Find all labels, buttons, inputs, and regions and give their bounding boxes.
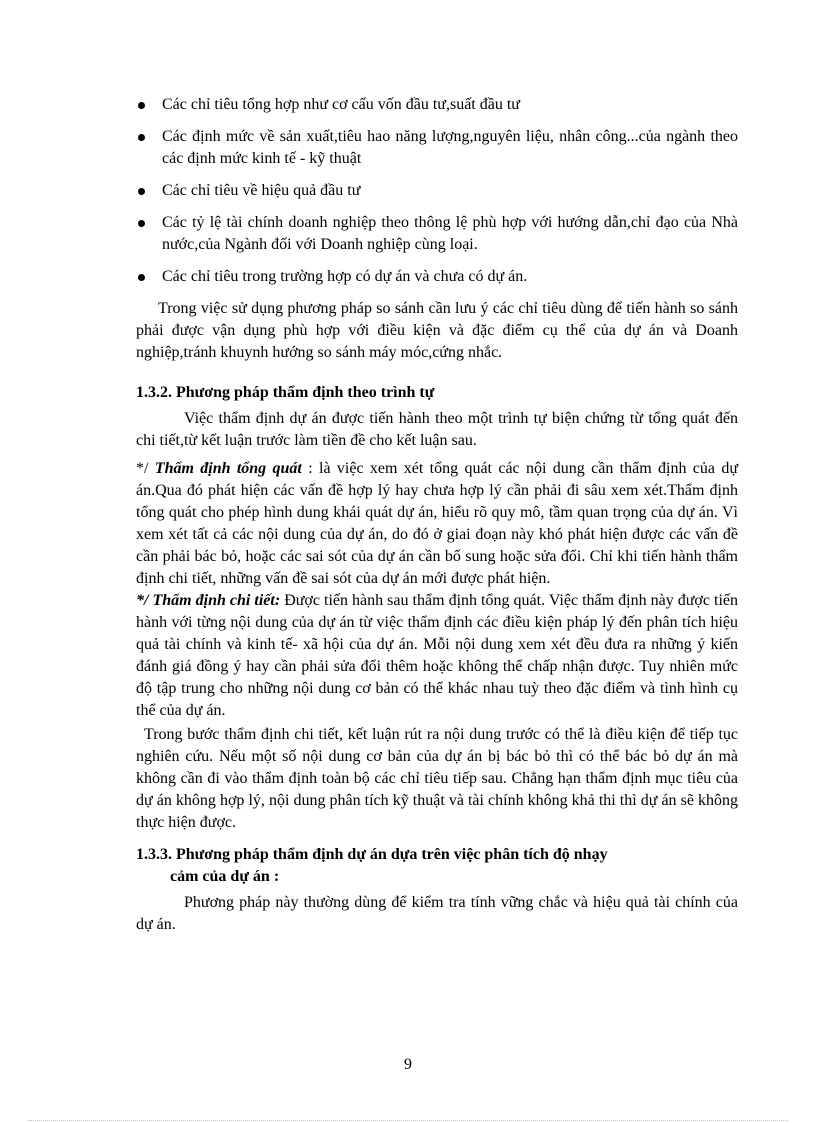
- list-item-text: Các chỉ tiêu tổng hợp như cơ cấu vốn đầu tư,suất đầu tư: [162, 96, 520, 113]
- detailed-appraisal-paragraph: [136, 590, 738, 722]
- list-item-text: Các định mức về sản xuất,tiêu hao năng lượng,nguyên liệu, nhân công...của ngành theo các định mức kinh tế - kỹ thuật: [162, 128, 738, 167]
- comparison-note-paragraph: Trong việc sử dụng phương pháp so sánh cần lưu ý các chỉ tiêu dùng để tiến hành so sánh phải được vận dụng phù hợp với điều kiện và đặc điểm cụ thể của dự án và Doanh nghiệp,tránh khuynh hướng so sánh máy móc,cứng nhắc.: [136, 300, 738, 361]
- general-appraisal-prefix: */: [136, 460, 155, 477]
- section-heading-1-3-2: 1.3.2. Phương pháp thẩm định theo trình tự: [136, 384, 435, 401]
- list-item: [136, 266, 738, 288]
- general-appraisal-label: Thẩm định tổng quát: [154, 460, 302, 477]
- indicator-list: [136, 94, 738, 288]
- detailed-step-paragraph: Trong bước thẩm định chi tiết, kết luận rút ra nội dung trước có thể là điều kiện để tiếp tục nghiên cứu. Nếu một số nội dung cơ bản của dự án bị bác bỏ thì có thể bác bỏ dự án mà không cần đi vào thẩm định toàn bộ các chỉ tiêu tiếp sau. Chẳng hạn thẩm định mục tiêu của dự án không hợp lý, nội dung phân tích kỹ thuật và tài chính không khả thi thì dự án sẽ không thực hiện được.: [136, 726, 738, 831]
- page-number: 9: [404, 1056, 412, 1073]
- sensitivity-intro-paragraph: Phương pháp này thường dùng để kiểm tra tính vững chắc và hiệu quả tài chính của dự án.: [136, 894, 738, 933]
- section-heading-1-3-3-line1: 1.3.3. Phương pháp thẩm định dự án dựa trên việc phân tích độ nhạy: [136, 846, 608, 863]
- list-item-text: Các chỉ tiêu về hiệu quả đầu tư: [162, 182, 361, 199]
- bullet-icon: [138, 188, 145, 195]
- bullet-icon: [138, 220, 145, 227]
- general-appraisal-text: : là việc xem xét tổng quát các nội dung cần thẩm định của dự án.Qua đó phát hiện các vấn đề hợp lý hay chưa hợp lý cần phải đi sâu xem xét.Thẩm định tổng quát cho phép hình dung khái quát dự án, hiểu rõ quy mô, tầm quan trọng của dự án. Vì xem xét tất cả các nội dung của dự án, do đó ở giai đoạn này khó phát hiện được các vấn đề cần phải bác bỏ, hoặc các sai sót của dự án cần bổ sung hoặc sửa đổi. Chỉ khi tiến hành thẩm định chi tiết, những vấn đề sai sót của dự án mới được phát hiện.: [136, 460, 738, 587]
- bullet-icon: [138, 134, 145, 141]
- list-item: [136, 180, 738, 202]
- detailed-appraisal-label: */ Thẩm định chi tiết:: [136, 592, 281, 609]
- sequence-intro-paragraph: Việc thẩm định dự án được tiến hành theo một trình tự biện chứng từ tổng quát đến chi tiết,từ kết luận trước làm tiền đề cho kết luận sau.: [136, 410, 738, 449]
- section-heading-1-3-3: [136, 844, 738, 888]
- list-item-text: Các chỉ tiêu trong trường hợp có dự án và chưa có dự án.: [162, 268, 528, 285]
- list-item: [136, 126, 738, 170]
- detailed-appraisal-text: Được tiến hành sau thẩm định tổng quát. Việc thẩm định này được tiến hành với từng nội dung của dự án từ việc thẩm định các điều kiện pháp lý đến phân tích hiệu quả tài chính và kinh tế- xã hội của dự án. Mỗi nội dung xem xét đều đưa ra những ý kiến đánh giá đồng ý hay cần phải sửa đổi thêm hoặc không thể chấp nhận được. Tuy nhiên mức độ tập trung cho những nội dung cơ bản có thể khác nhau tuỳ theo đặc điểm và tình hình cụ thể của dự án.: [136, 592, 739, 719]
- general-appraisal-paragraph: [136, 458, 738, 590]
- bullet-icon: [138, 274, 145, 281]
- page-bottom-divider: [28, 1120, 788, 1121]
- page-content: [136, 94, 738, 936]
- list-item: [136, 94, 738, 116]
- section-heading-1-3-3-line2: cảm của dự án :: [170, 868, 280, 885]
- bullet-icon: [138, 102, 145, 109]
- list-item: [136, 212, 738, 256]
- list-item-text: Các tỷ lệ tài chính doanh nghiệp theo thông lệ phù hợp với hướng dẫn,chỉ đạo của Nhà nước,của Ngành đối với Doanh nghiệp cùng loại.: [162, 214, 738, 253]
